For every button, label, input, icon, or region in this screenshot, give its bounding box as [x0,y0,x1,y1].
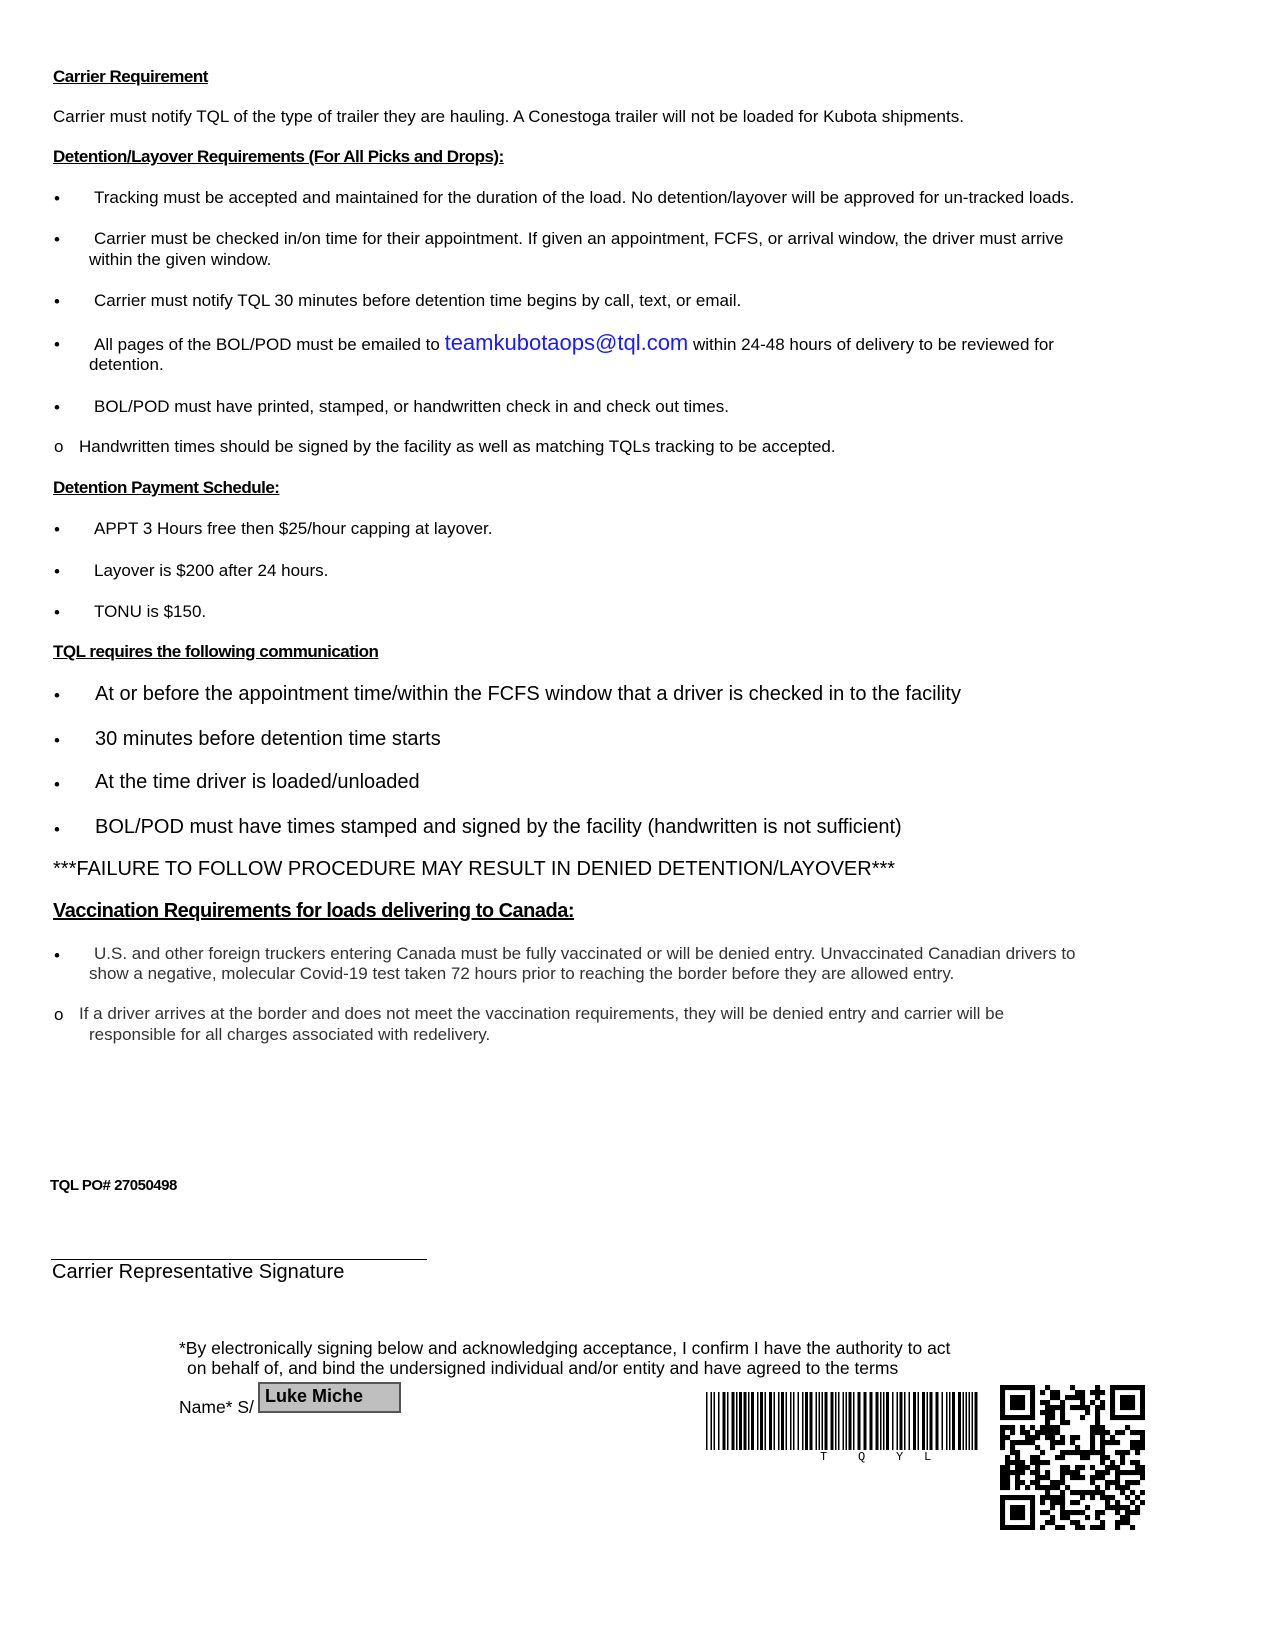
barcode-char: T [820,1450,828,1464]
po-number: TQL PO# 27050498 [50,1177,177,1194]
carrier-requirement-text: Carrier must notify TQL of the type of trailer they are hauling. A Conestoga trailer will not be loaded for Kubota shipments. [53,107,964,126]
vaccination-bullet-1-cont: show a negative, molecular Covid-19 test taken 72 hours prior to reaching the border before they are allowed entry. [89,964,955,983]
bullet-marker: • [54,292,60,311]
detention-bullet-4 [94,330,1054,356]
detention-heading: Detention/Layover Requirements (For All Picks and Drops): [53,147,504,166]
payment-bullet-2: Layover is $200 after 24 hours. [94,561,329,580]
payment-heading: Detention Payment Schedule: [53,478,280,497]
detention-bullet-2-cont: within the given window. [89,250,272,269]
sub-bullet-marker: o [54,1005,64,1024]
detention-bullet-1: Tracking must be accepted and maintained for the duration of the load. No detention/layover will be approved for un-tracked loads. [94,188,1075,207]
vaccination-bullet-1: U.S. and other foreign truckers entering Canada must be fully vaccinated or will be denied entry. Unvaccinated Canadian drivers to [94,944,1076,963]
bullet-marker: • [54,189,60,208]
bullet-marker: • [54,820,60,839]
bullet-marker: • [54,398,60,417]
sub-bullet-marker: o [54,437,64,456]
bullet-marker: • [54,775,60,794]
bullet-marker: • [54,946,60,965]
barcode-char: L [924,1450,932,1464]
signature-line[interactable] [51,1245,427,1260]
detention-bullet-4-cont: detention. [89,355,164,374]
name-label: Name* S/ [179,1397,254,1417]
bullet-marker: • [54,603,60,622]
vaccination-sub-bullet-cont: responsible for all charges associated with redelivery. [89,1025,491,1044]
detention-bullet-2: Carrier must be checked in/on time for their appointment. If given an appointment, FCFS, or arrival window, the driver must arrive [94,229,1064,248]
bullet-marker: • [54,731,60,750]
barcode-char: Q [858,1450,866,1464]
vaccination-sub-bullet: If a driver arrives at the border and does not meet the vaccination requirements, they will be denied entry and carrier will be [79,1004,1005,1023]
detention-bullet-4-pre: All pages of the BOL/POD must be emailed to [94,335,445,354]
bullet-marker: • [54,230,60,249]
barcode-caption [816,1450,946,1466]
bullet-marker: • [54,686,60,705]
qr-code-icon [1000,1385,1145,1530]
bullet-marker: • [54,520,60,539]
carrier-requirement-heading: Carrier Requirement [53,67,208,86]
acknowledgement-line-1: *By electronically signing below and acknowledging acceptance, I confirm I have the authority to act [179,1338,951,1358]
communication-bullet-1: At or before the appointment time/within the FCFS window that a driver is checked in to the facility [95,683,961,705]
email-link[interactable]: teamkubotaops@tql.com [444,330,689,355]
payment-bullet-3: TONU is $150. [94,602,207,621]
bullet-marker: • [54,335,60,354]
communication-bullet-2: 30 minutes before detention time starts [95,728,441,750]
name-field[interactable]: Luke Miche [258,1382,401,1413]
communication-bullet-3: At the time driver is loaded/unloaded [95,771,420,793]
barcode-icon [706,1392,980,1452]
payment-bullet-1: APPT 3 Hours free then $25/hour capping at layover. [94,519,493,538]
detention-bullet-5: BOL/POD must have printed, stamped, or handwritten check in and check out times. [94,397,729,416]
communication-bullet-4: BOL/POD must have times stamped and signed by the facility (handwritten is not sufficient) [95,816,902,838]
barcode-char: Y [896,1450,904,1464]
detention-bullet-4-post: within 24-48 hours of delivery to be reviewed for [688,335,1054,354]
detention-bullet-3: Carrier must notify TQL 30 minutes before detention time begins by call, text, or email. [94,291,742,310]
signature-label: Carrier Representative Signature [52,1261,345,1283]
communication-heading: TQL requires the following communication [53,642,379,661]
detention-sub-bullet: Handwritten times should be signed by the facility as well as matching TQLs tracking to be accepted. [79,437,836,456]
bullet-marker: • [54,562,60,581]
failure-warning: ***FAILURE TO FOLLOW PROCEDURE MAY RESULT IN DENIED DETENTION/LAYOVER*** [53,858,896,880]
vaccination-heading: Vaccination Requirements for loads delivering to Canada: [53,900,575,922]
acknowledgement-line-2: on behalf of, and bind the undersigned individual and/or entity and have agreed to the terms [187,1358,899,1378]
